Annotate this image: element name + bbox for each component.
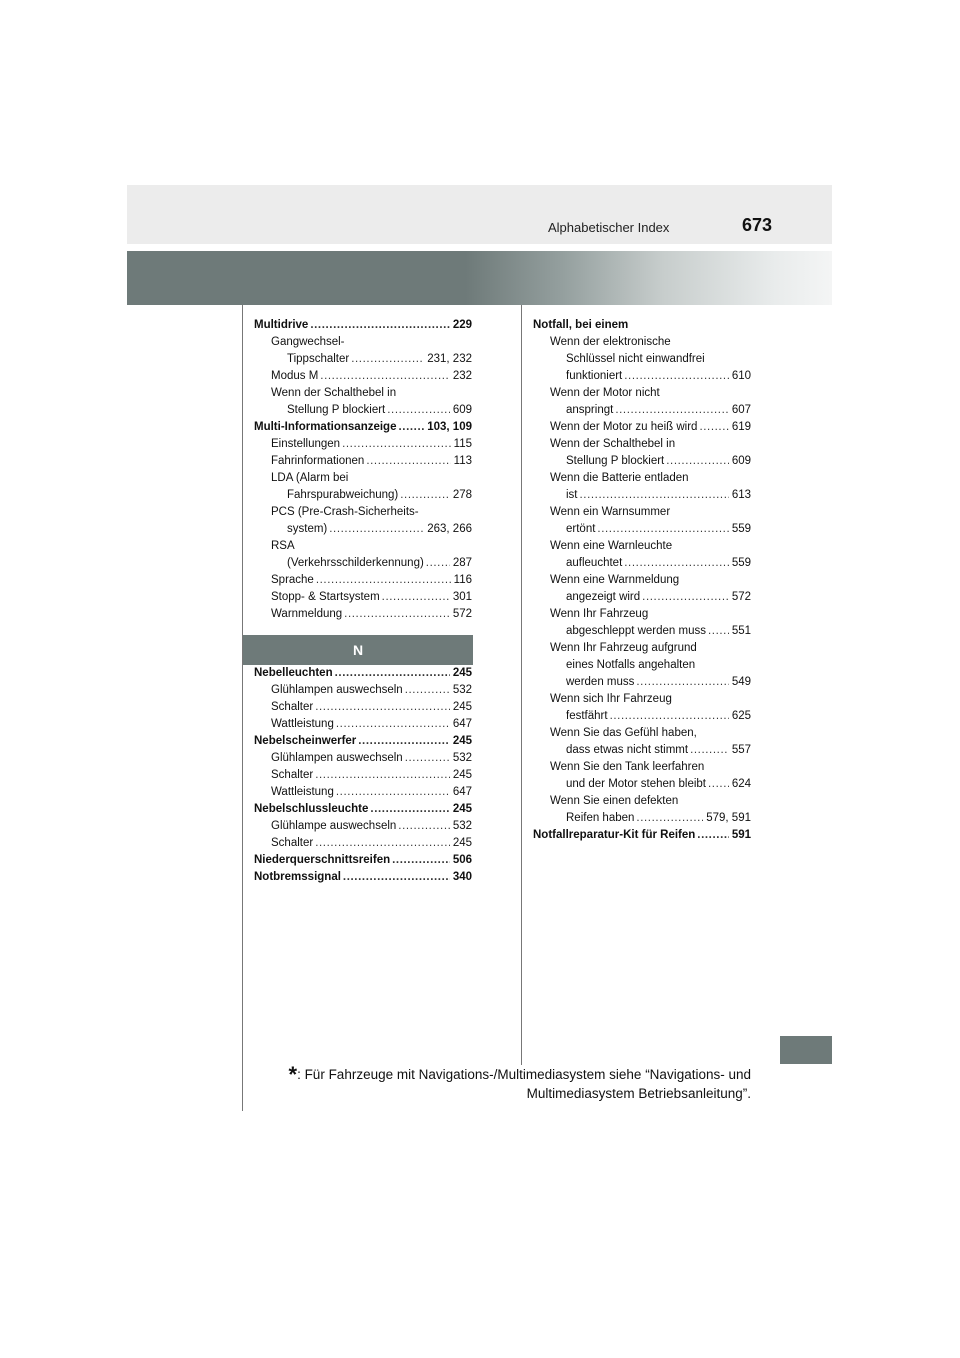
index-entry-text: Wenn der Schalthebel in [271, 387, 397, 399]
index-entry-pages: 245 [452, 837, 472, 849]
index-entry-label: dass etwas nicht stimmt [566, 744, 689, 756]
index-entry-pages: 532 [452, 752, 472, 764]
dot-leader [358, 733, 450, 750]
index-entry [254, 368, 472, 385]
index-entry-label: (Verkehrsschilderkennung) [287, 557, 424, 569]
index-entry [533, 453, 751, 470]
dot-leader [615, 402, 729, 419]
index-entry-label: Schalter [271, 837, 314, 849]
index-entry-text: LDA (Alarm bei [271, 472, 349, 484]
index-entry-label: Niederquerschnittsreifen [254, 854, 391, 866]
dot-leader [699, 419, 728, 436]
index-entry-label: Nebelschlussleuchte [254, 803, 369, 815]
index-entry [254, 317, 472, 334]
dot-leader [398, 419, 424, 436]
index-entry-pages: 549 [731, 676, 751, 688]
footnote-text-1: : Für Fahrzeuge mit Navigations-/Multimediasystem siehe “Navigations- und [297, 1067, 751, 1082]
index-entry-pages: 559 [731, 557, 751, 569]
index-entry [533, 742, 751, 759]
index-entry [254, 572, 472, 589]
dot-leader [610, 708, 729, 725]
dot-leader [400, 487, 450, 504]
index-entry-pages: 245 [452, 735, 472, 747]
dot-leader [690, 742, 729, 759]
index-entry-pages: 647 [452, 786, 472, 798]
page-title: Alphabetischer Index [548, 220, 670, 235]
index-entry-text: Wenn der elektronische [550, 336, 671, 348]
index-column-right [533, 317, 751, 844]
index-entry-text: Wenn Ihr Fahrzeug aufgrund [550, 642, 697, 654]
index-entry-pages: 278 [452, 489, 472, 501]
index-entry-pages: 232 [452, 370, 472, 382]
index-entry-text: Wenn Ihr Fahrzeug [550, 608, 649, 620]
index-entry-label: Schalter [271, 769, 314, 781]
index-entry-pages: 572 [731, 591, 751, 603]
dot-leader [624, 555, 729, 572]
index-entry [254, 818, 472, 835]
index-entry-label: Notfallreparatur-Kit für Reifen [533, 829, 696, 841]
index-entry-text: Schlüssel nicht einwandfrei [566, 353, 705, 365]
index-entry-text: RSA [271, 540, 295, 552]
index-entry [533, 589, 751, 606]
dot-leader [624, 368, 729, 385]
index-entry-pages: 245 [452, 701, 472, 713]
dot-leader [382, 589, 450, 606]
index-entry [254, 835, 472, 852]
dot-leader [666, 453, 729, 470]
index-column-left-bottom [254, 665, 472, 886]
index-entry-pages: 607 [731, 404, 751, 416]
index-entry [254, 402, 472, 419]
index-entry-label: Einstellungen [271, 438, 341, 450]
index-entry-pages: 245 [452, 667, 472, 679]
index-entry-pages: 572 [452, 608, 472, 620]
index-entry-pages: 609 [452, 404, 472, 416]
thumb-index-tab [780, 1036, 832, 1064]
index-entry-pages: 557 [731, 744, 751, 756]
dot-leader [315, 835, 450, 852]
index-entry-label: Sprache [271, 574, 314, 586]
index-entry [254, 852, 472, 869]
dot-leader [336, 716, 450, 733]
index-entry-text: Wenn Sie den Tank leerfahren [550, 761, 705, 773]
index-entry-text: Wenn Sie einen defekten [550, 795, 679, 807]
index-entry [533, 402, 751, 419]
index-column-left-top [254, 317, 472, 623]
index-entry-label: Glühlampe auswechseln [271, 820, 397, 832]
index-entry-label: angezeigt wird [566, 591, 641, 603]
index-entry-label: Schalter [271, 701, 314, 713]
index-entry-pages: 263, 266 [427, 523, 472, 535]
index-entry [254, 733, 472, 750]
index-entry [254, 453, 472, 470]
dot-leader [315, 767, 450, 784]
index-entry-label: Fahrinformationen [271, 455, 365, 467]
dot-leader [392, 852, 450, 869]
index-entry-label: ertönt [566, 523, 596, 535]
index-entry-label: Stopp- & Startsystem [271, 591, 380, 603]
dot-leader [336, 784, 450, 801]
index-entry [254, 784, 472, 801]
index-entry-label: Wenn der Motor zu heiß wird [550, 421, 698, 433]
index-entry-pages: 532 [452, 820, 472, 832]
dot-leader [320, 368, 450, 385]
index-entry-label: Warnmeldung [271, 608, 343, 620]
index-entry-pages: 579, 591 [706, 812, 751, 824]
index-entry [533, 368, 751, 385]
index-entry-label: Fahrspurabweichung) [287, 489, 399, 501]
index-entry-label: Notbremssignal [254, 871, 341, 883]
index-entry-label: aufleuchtet [566, 557, 623, 569]
dot-leader [642, 589, 729, 606]
index-entry-label: Reifen haben [566, 812, 635, 824]
dot-leader [708, 776, 729, 793]
index-entry [533, 776, 751, 793]
index-entry-label: abgeschleppt werden muss [566, 625, 706, 637]
index-entry-text: Wenn ein Warnsummer [550, 506, 671, 518]
index-entry-label: und der Motor stehen bleibt [566, 778, 707, 790]
index-entry-label: system) [287, 523, 328, 535]
index-entry-text: Wenn eine Warnmeldung [550, 574, 680, 586]
index-entry [254, 487, 472, 504]
index-entry-pages: 551 [731, 625, 751, 637]
index-entry-text: Wenn der Motor nicht [550, 387, 660, 399]
index-entry [254, 716, 472, 733]
index-entry-label: Tippschalter [287, 353, 350, 365]
dot-leader [329, 521, 424, 538]
dot-leader [398, 818, 450, 835]
index-entry-pages: 113 [453, 455, 472, 467]
index-entry [533, 827, 751, 844]
index-entry [254, 869, 472, 886]
index-entry-text: Notfall, bei einem [533, 319, 629, 331]
index-entry-pages: 301 [452, 591, 472, 603]
index-entry [254, 606, 472, 623]
index-entry [533, 708, 751, 725]
index-entry-pages: 610 [731, 370, 751, 382]
index-entry [254, 589, 472, 606]
index-entry-label: Glühlampen auswechseln [271, 684, 403, 696]
dot-leader [697, 827, 729, 844]
dot-leader [366, 453, 450, 470]
index-entry-text: PCS (Pre-Crash-Sicherheits- [271, 506, 419, 518]
dot-leader [344, 606, 450, 623]
index-entry-pages: 115 [453, 438, 472, 450]
index-entry-pages: 625 [731, 710, 751, 722]
index-entry-label: Modus M [271, 370, 319, 382]
index-entry [254, 801, 472, 818]
section-letter: N [352, 642, 364, 658]
index-entry [533, 623, 751, 640]
index-entry [254, 767, 472, 784]
index-entry [533, 521, 751, 538]
dot-leader [708, 623, 729, 640]
index-entry [254, 555, 472, 572]
index-entry-label: Nebelleuchten [254, 667, 333, 679]
index-entry-pages: 340 [452, 871, 472, 883]
index-entry-pages: 609 [731, 455, 751, 467]
index-entry [533, 555, 751, 572]
left-margin-divider [242, 305, 243, 1111]
dot-leader [387, 402, 450, 419]
index-entry-pages: 287 [452, 557, 472, 569]
index-entry [254, 665, 472, 682]
dot-leader [597, 521, 728, 538]
index-entry-text: Gangwechsel- [271, 336, 345, 348]
header-gradient-band [127, 251, 832, 305]
index-entry-label: Stellung P blockiert [287, 404, 386, 416]
index-entry-label: werden muss [566, 676, 635, 688]
index-entry-pages: 116 [453, 574, 472, 586]
dot-leader [351, 351, 424, 368]
dot-leader [405, 682, 450, 699]
index-entry-pages: 103, 109 [427, 421, 472, 433]
dot-leader [405, 750, 450, 767]
index-entry-label: Stellung P blockiert [566, 455, 665, 467]
dot-leader [343, 869, 450, 886]
dot-leader [370, 801, 449, 818]
section-letter-tab [243, 635, 473, 665]
dot-leader [426, 555, 450, 572]
index-entry-label: Multidrive [254, 319, 309, 331]
index-entry-label: Wattleistung [271, 786, 334, 798]
index-entry-label: ist [566, 489, 578, 501]
index-entry [254, 521, 472, 538]
index-entry-pages: 559 [731, 523, 751, 535]
index-entry [254, 351, 472, 368]
footnote-line-2: Multimediasystem Betriebsanleitung”. [526, 1086, 751, 1101]
dot-leader [636, 810, 703, 827]
index-entry-pages: 624 [731, 778, 751, 790]
index-entry [533, 419, 751, 436]
index-entry [533, 810, 751, 827]
index-entry-pages: 231, 232 [427, 353, 472, 365]
index-entry-text: Wenn Sie das Gefühl haben, [550, 727, 697, 739]
dot-leader [342, 436, 451, 453]
index-entry-pages: 229 [452, 319, 472, 331]
index-entry-label: Glühlampen auswechseln [271, 752, 403, 764]
index-entry-label: festfährt [566, 710, 608, 722]
index-entry-label: Multi-Informationsanzeige [254, 421, 397, 433]
index-entry-pages: 245 [452, 803, 472, 815]
footnote-line-1 [251, 1062, 751, 1087]
index-entry-pages: 591 [731, 829, 751, 841]
index-entry-pages: 647 [452, 718, 472, 730]
index-entry [533, 674, 751, 691]
index-entry-label: Wattleistung [271, 718, 334, 730]
index-entry-label: anspringt [566, 404, 614, 416]
index-entry [254, 436, 472, 453]
index-entry-pages: 613 [731, 489, 751, 501]
index-entry-label: funktioniert [566, 370, 623, 382]
index-entry [254, 750, 472, 767]
index-entry-text: Wenn sich Ihr Fahrzeug [550, 693, 672, 705]
dot-leader [580, 487, 729, 504]
dot-leader [636, 674, 728, 691]
index-entry [254, 699, 472, 716]
index-entry [533, 487, 751, 504]
dot-leader [315, 699, 450, 716]
index-entry-text: Wenn eine Warnleuchte [550, 540, 673, 552]
index-entry-label: Nebelscheinwerfer [254, 735, 357, 747]
index-entry-pages: 619 [731, 421, 751, 433]
index-entry [254, 682, 472, 699]
index-entry [254, 419, 472, 436]
header-bar [127, 185, 832, 244]
dot-leader [335, 665, 450, 682]
index-entry-pages: 506 [452, 854, 472, 866]
column-divider [521, 305, 522, 1065]
index-entry-text: Wenn der Schalthebel in [550, 438, 676, 450]
index-entry-pages: 532 [452, 684, 472, 696]
footnote [251, 1062, 751, 1103]
footnote-star: * [288, 1062, 298, 1087]
index-entry-text: eines Notfalls angehalten [566, 659, 696, 671]
page-number: 673 [742, 215, 773, 235]
dot-leader [316, 572, 451, 589]
index-entry-text: Wenn die Batterie entladen [550, 472, 689, 484]
index-entry-pages: 245 [452, 769, 472, 781]
dot-leader [310, 317, 450, 334]
